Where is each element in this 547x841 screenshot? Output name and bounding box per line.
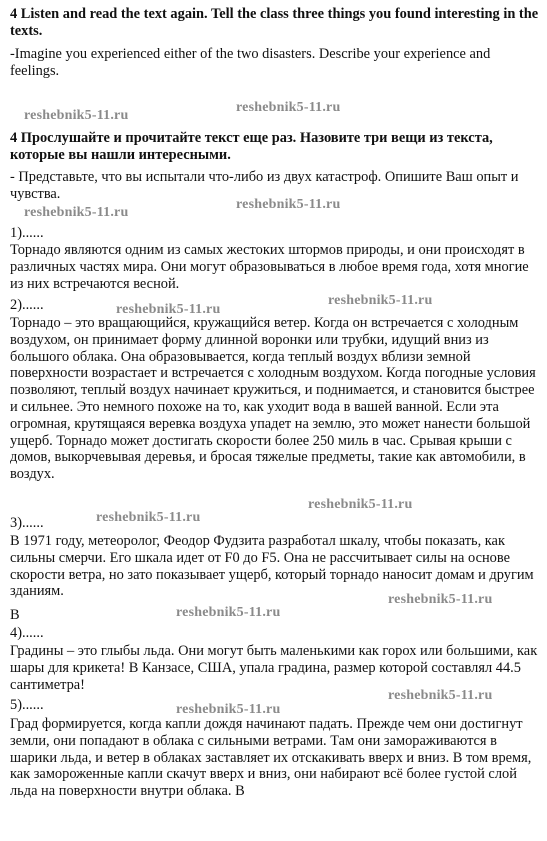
watermark-11: reshebnik5-11.ru: [388, 688, 493, 703]
stray-letter: В: [10, 607, 20, 623]
section-2-text: Торнадо – это вращающийся, кружащийся ветер. Когда он встречается с холодным воздухом, он принимает форму длинной воронки или трубки, идущий вниз из большого облака. Она образовывается, когда теплый воздух вблизи земной поверхности возрастает и встречается с холодным воздухом. Когда погодные условия позволяют, теплый воздух начинает кружиться, и поднимается, и становится быстрее и сильнее. Это немного похоже на то, как уходит вода в вашей ванной. Если эта огромная, крутящаяся веревка воздуха упадет на землю, это может нанести большой ущерб. Торнадо может достигать скорости более 250 миль в час. Срывая крыши с домов, выкорчевывая деревья, и бросая тяжелые предметы, такие как автомобили, в воздух.: [10, 315, 536, 483]
watermark-6: reshebnik5-11.ru: [328, 293, 433, 308]
watermark-9: reshebnik5-11.ru: [388, 592, 493, 607]
watermark-7: reshebnik5-11.ru: [308, 497, 413, 512]
section-5-text: Град формируется, когда капли дождя начинают падать. Прежде чем они достигнут земли, они попадают в облака с сильными ветрами. Там они замораживаются в шарики льда, и ветер в облаках заставляет их отскакивать вверх и вниз. В том время, как замороженные капли скачут вверх и вниз, они набирают всё более густой слой льда на поверхности внутри облака. В: [10, 716, 532, 800]
watermark-2: reshebnik5-11.ru: [236, 100, 341, 115]
watermark-3: reshebnik5-11.ru: [24, 205, 129, 220]
section-3-number: 3)......: [10, 515, 44, 531]
section-5-number: 5)......: [10, 697, 44, 713]
watermark-10: reshebnik5-11.ru: [176, 605, 281, 620]
watermark-1: reshebnik5-11.ru: [24, 108, 129, 123]
section-4-number: 4)......: [10, 625, 44, 641]
watermark-4: reshebnik5-11.ru: [236, 197, 341, 212]
watermark-8: reshebnik5-11.ru: [96, 510, 201, 525]
section-4-text: Градины – это глыбы льда. Они могут быть маленькими как горох или большими, как шары для крикета! В Канзасе, США, упала градина, размер которой составлял 44.5 сантиметра!: [10, 643, 538, 693]
english-task-instruction: -Imagine you experienced either of the two disasters. Describe your experience and feelings.: [10, 46, 491, 79]
section-3-text: В 1971 году, метеоролог, Феодор Фудзита разработал шкалу, чтобы показать, как сильны смерчи. Его шкала идет от F0 до F5. Она не рассчитывает силы на основе скорости ветра, но зато показывает ущерб, который торнадо наносит домам и другим зданиям.: [10, 533, 534, 600]
watermark-5: reshebnik5-11.ru: [116, 302, 221, 317]
section-2-number: 2)......: [10, 297, 44, 313]
watermark-12: reshebnik5-11.ru: [176, 702, 281, 717]
english-task-heading: 4 Listen and read the text again. Tell the class three things you found interesting in the texts.: [10, 6, 539, 39]
section-1-number: 1)......: [10, 225, 44, 241]
section-1-text: Торнадо являются одним из самых жестоких штормов природы, и они происходят в различных частях мира. Они могут образовываться в любое время года, хотя многие из них встречаются весной.: [10, 242, 529, 292]
russian-task-instruction: - Представьте, что вы испытали что-либо из двух катастроф. Опишите Ваш опыт и чувства.: [10, 169, 519, 202]
russian-task-heading: 4 Прослушайте и прочитайте текст еще раз. Назовите три вещи из текста, которые вы нашли интересными.: [10, 130, 493, 163]
